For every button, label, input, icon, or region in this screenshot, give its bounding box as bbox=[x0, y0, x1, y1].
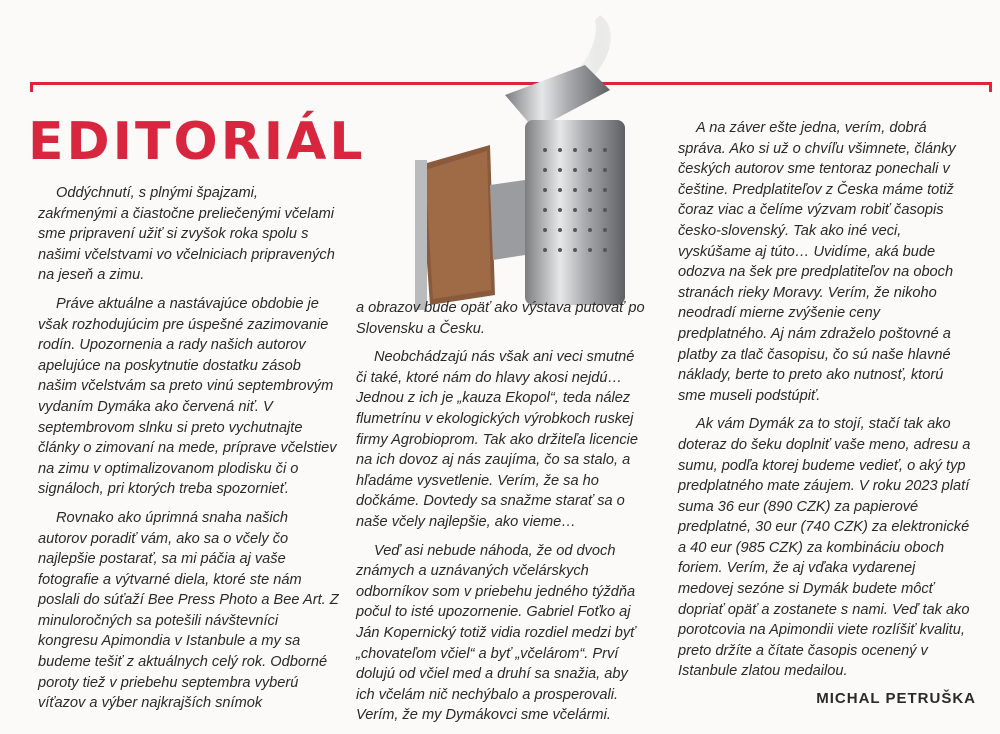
paragraph: Práve aktuálne a nastávajúce obdobie je však rozhodujúcim pre úspešné zazimovanie rodín. Upozornenia a rady našich autorov apelujúce na poskytnutie dostatku zásob našim včelstvám sa preto vinú septembrovým vydaním Dymáka ako červená niť. V septembrovom slnku si preto vychutnajte články o zimovaní na mede, príprave včelstiev na zimu v optimalizovanom plodisku či o signáloch, pri ktorých treba spozornieť. bbox=[38, 295, 337, 498]
paragraph: Ak vám Dymák za to stojí, stačí tak ako doteraz do šeku doplniť vaše meno, adresu a sumu, podľa ktorej budeme vedieť, o aký typ predplatného mate záujem. V roku 2023 platí suma 36 eur (890 CZK) za papierové predplatné, 30 eur (740 CZK) za elektronické a 40 eur (985 CZK) za kombináciu oboch foriem. Verím, že aj vďaka vydarenej medovej sezóne si Dymák budete môcť dopriať opäť a zostanete s nami. Veď tak ako porotcovia na Apimondii viete rozlíšiť kvalitu, preto držíte a čítate časopis ocenený v Istanbule zlatou medailou. bbox=[678, 416, 971, 680]
paragraph: Neobchádzajú nás však ani veci smutné či také, ktoré nám do hlavy akosi nejdú… Jednou z ich je „kauza Ekopol“, teda nález flumetrínu v ekologických výrobkoch ruskej firmy Agrobioprom. Tak ako držiteľa licencie na ich dovoz aj nás zaujíma, čo sa stalo, a hľadáme vysvetlenie. Verím, že sa ho dočkáme. Dovtedy sa snažme starať sa o naše včely najlepšie, ako vieme… bbox=[356, 349, 639, 530]
header-rule-right-tick bbox=[989, 82, 992, 92]
page-title: EDITORIÁL bbox=[28, 112, 366, 172]
author-signature: MICHAL PETRUŠKA bbox=[816, 690, 976, 707]
header-rule-left-tick bbox=[30, 82, 33, 92]
editorial-column-1 bbox=[38, 183, 340, 722]
paragraph: a obrazov bude opäť ako výstava putovať po Slovensku a Česku. bbox=[356, 300, 645, 337]
paragraph: A na záver ešte jedna, verím, dobrá správa. Ako si už o chvíľu všimnete, články českých autorov sme tentoraz ponechali v češtine. Predplatiteľov z Česka máme totiž čoraz viac a čelíme výzvam robiť časopis česko-slovenský. Tak ako iné veci, vyskúšame aj túto… Uvidíme, aká bude odozva na šek pre predplatiteľov na oboch stranách rieky Moravy. Verím, že nikoho neodradí mierne zvýšenie ceny predplatného. Aj nám zdraželo poštovné a platby za tlač časopisu, čo sú naše hlavné náklady, berte to preto ako nutnosť, ktorú sme museli podstúpiť. bbox=[678, 120, 956, 404]
paragraph: Veď asi nebude náhoda, že od dvoch známych a uznávaných včelárskych odborníkov som v priebehu jedného týždňa počul to isté upozornenie. Gabriel Foťko aj Ján Kopernický totiž vidia rozdiel medzi byť „chovateľom včiel“ a byť „včelárom“. Prví dolujú od včiel med a druhí sa snažia, aby ich včelám nič nechýbalo a prosperovali. Verím, že my Dymákovci sme včelármi. bbox=[356, 542, 636, 724]
editorial-column-2 bbox=[356, 298, 646, 734]
editorial-column-3 bbox=[678, 118, 972, 690]
paragraph: Oddýchnutí, s plnými špajzami, zakŕmenými a čiastočne preliečenými včelami sme pripravení užiť si zvyšok roka spolu s našimi včelstvami vo včelniciach pripravených na jeseň a zimu. bbox=[38, 185, 335, 284]
bee-smoker-icon bbox=[395, 5, 685, 325]
paragraph: Rovnako ako úprimná snaha našich autorov poradiť vám, ako sa o včely čo najlepšie postarať, sa mi páčia aj vaše fotografie a výtvarné diela, ktoré ste nám poslali do súťaží Bee Press Photo a Bee Art. Z minuloročných sa potešili návštevníci kongresu Apimondia v Istanbule a my sa budeme tešiť z aktuálnych celý rok. Odborné poroty tiež v priebehu septembra vyberú víťazov a výber najkrajších snímok bbox=[38, 509, 339, 712]
